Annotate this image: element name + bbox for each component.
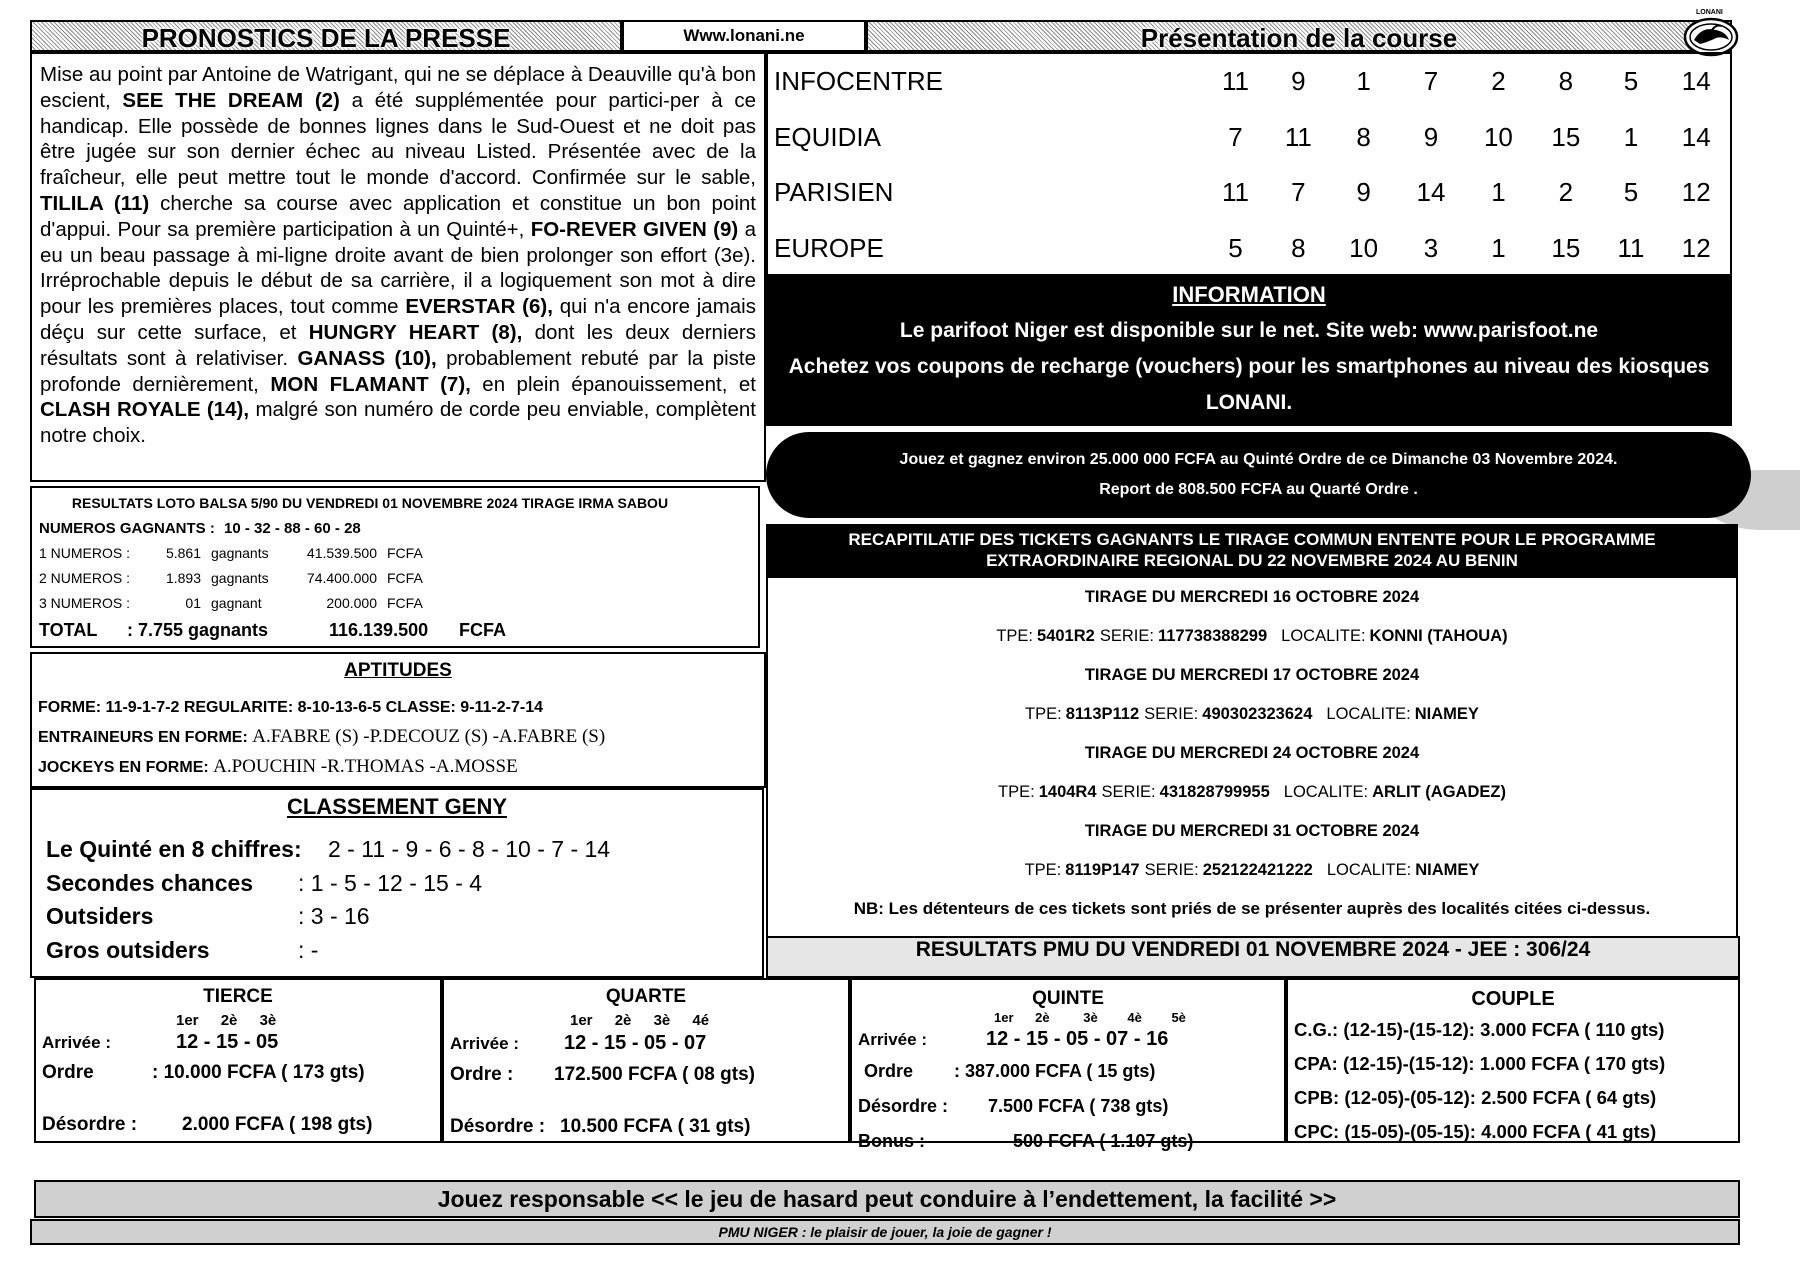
geny-row: [32, 833, 762, 867]
presentation-pick: 10: [1483, 121, 1513, 152]
presentation-pick: 8: [1291, 232, 1306, 263]
position-3: 3è: [1083, 1010, 1098, 1025]
position-3: 3è: [653, 1012, 671, 1029]
loto-results: [30, 486, 760, 648]
press-sentence: a été supplémentée pour partici-per à ce handicap. Elle possède de bonnes lignes dans le Sud-Ouest et ne doit pas être jugée sur son dernier échec au niveau Listed. Présentée avec de la fraîcheur, elle peut mettre tout le monde d'accord. Confirmée sur le sable,: [40, 88, 757, 190]
information-line-1: Le parifoot Niger est disponible sur le net. Site web: www.parisfoot.ne: [899, 319, 1599, 342]
localite-value: ARLIT (AGADEZ): [1372, 783, 1506, 801]
loto-total: [32, 616, 758, 644]
site-url[interactable]: Www.lonani.ne: [683, 26, 805, 45]
geny-label: Outsiders: [46, 903, 154, 929]
loto-count: 1.893: [165, 570, 201, 586]
desordre-label: Désordre :: [450, 1116, 546, 1137]
presentation-row: [768, 221, 1730, 277]
trainers-label: ENTRAINEURS EN FORME:: [38, 729, 248, 746]
presentation-pick: 2: [1558, 177, 1574, 208]
aptitudes-jockeys: [32, 752, 764, 782]
tpe-label: TPE:: [1025, 705, 1062, 723]
presentation-pick: 1: [1491, 177, 1506, 208]
loto-amount: 74.400.000: [306, 570, 377, 586]
geny-row: [32, 867, 762, 901]
arrivee-label: Arrivée :: [42, 1033, 111, 1052]
presentation-row: [768, 165, 1730, 221]
pmu-results-title: RESULTATS PMU DU VENDREDI 01 NOVEMBRE 2024 - JEE : 306/24: [915, 938, 1591, 961]
presentation-pick: 7: [1228, 121, 1243, 152]
presentation-pick: 15: [1551, 232, 1581, 263]
geny-label: Gros outsiders: [46, 936, 210, 963]
presentation-pick: 5: [1623, 66, 1639, 97]
couple-rows: [1288, 1013, 1738, 1149]
presentation-header: [866, 20, 1732, 52]
geny-value: : 3 - 16: [298, 903, 370, 929]
tierce-box: [34, 978, 442, 1143]
couple-box: [1286, 978, 1740, 1143]
information-title: INFORMATION: [1172, 282, 1326, 307]
desordre-label: Désordre :: [42, 1114, 138, 1135]
presentation-table: [766, 52, 1732, 276]
quinte-positions: [994, 1010, 1284, 1025]
geny-box: [30, 788, 764, 978]
slogan-text: PMU NIGER : le plaisir de jouer, la joie de gagner !: [718, 1224, 1052, 1240]
press-text: [32, 54, 764, 449]
draw-date: TIRAGE DU MERCREDI 16 OCTOBRE 2024: [1084, 588, 1420, 606]
loto-count: 5.861: [165, 545, 201, 561]
presentation-pick: 12: [1681, 177, 1711, 208]
geny-row: [32, 900, 762, 934]
loto-total-label: TOTAL: [39, 620, 98, 640]
press-article: [30, 52, 766, 482]
press-header: [30, 20, 622, 52]
horse-name: FO-REVER GIVEN (9): [530, 217, 739, 241]
desordre-label: Désordre :: [858, 1096, 949, 1116]
tpe-value: 1404R4: [1038, 783, 1097, 801]
aptitudes-title: APTITUDES: [344, 660, 452, 681]
position-1: 1er: [570, 1012, 593, 1029]
presentation-pick: 9: [1356, 177, 1371, 208]
quinte-desordre: [858, 1089, 1284, 1124]
couple-row: C.G.: (12-15)-(15-12): 3.000 FCFA ( 110 gts): [1294, 1019, 1665, 1040]
presentation-pick: 7: [1423, 66, 1439, 97]
draw-ticket: [768, 851, 1736, 890]
loto-word: gagnant: [211, 595, 262, 611]
serie-label: SERIE:: [1144, 705, 1199, 723]
presentation-pick: 10: [1349, 232, 1379, 263]
geny-value: 2 - 11 - 9 - 6 - 8 - 10 - 7 - 14: [328, 836, 611, 862]
quarte-box: [442, 978, 850, 1143]
information-line-2: Achetez vos coupons de recharge (vouchers) pour les smartphones au niveau des kiosques LONANI.: [788, 355, 1710, 414]
geny-rows: [32, 833, 762, 967]
jackpot-banner: [766, 432, 1751, 518]
localite-label: LOCALITE:: [1281, 627, 1366, 645]
quinte-title: QUINTE: [1032, 988, 1104, 1009]
position-5: 5è: [1171, 1010, 1186, 1025]
loto-rows: [32, 541, 758, 616]
quinte-box: [850, 978, 1286, 1151]
presentation-pick: 11: [1617, 232, 1645, 263]
logo-text: LONANI: [1696, 9, 1723, 16]
press-sentence: dont les deux derniers résultats sont à relativiser.: [40, 320, 756, 370]
presentation-pick: 12: [1681, 232, 1711, 263]
loto-row: [32, 541, 758, 566]
localite-value: NIAMEY: [1415, 861, 1480, 879]
quinte-desordre-value: 7.500 FCFA ( 738 gts): [988, 1096, 1169, 1116]
quinte-bonus-value: 500 FCFA ( 1.107 gts): [1013, 1131, 1194, 1151]
responsible-text: Jouez responsable << le jeu de hasard peut conduire à l’endettement, la facilité >>: [437, 1186, 1337, 1212]
presentation-pick: 11: [1221, 177, 1249, 208]
presentation-pick: 9: [1423, 121, 1439, 152]
presentation-pick: 14: [1681, 66, 1711, 97]
presentation-pick: 8: [1558, 66, 1574, 97]
tierce-desordre-value: 2.000 FCFA ( 198 gts): [182, 1114, 373, 1135]
jackpot-line-2: Report de 808.500 FCFA au Quarté Ordre .: [1099, 481, 1418, 498]
aptitudes-box: [30, 652, 766, 788]
tierce-ordre-value: : 10.000 FCFA ( 173 gts): [152, 1062, 365, 1083]
recap-note: NB: Les détenteurs de ces tickets sont priés de se présenter auprès des localités citées ci-dessus.: [853, 899, 1651, 918]
serie-label: SERIE:: [1144, 861, 1199, 879]
press-sentence: en plein épanouissement, et: [470, 372, 756, 396]
quarte-arrivee: [450, 1029, 848, 1058]
recap-title-1: RECAPITILATIF DES TICKETS GAGNANTS LE TIRAGE COMMUN ENTENTE POUR LE PROGRAMME: [848, 530, 1656, 549]
horse-name: HUNGRY HEART (8),: [308, 320, 523, 344]
presentation-pick: 14: [1681, 121, 1711, 152]
loto-label: 1 NUMEROS :: [39, 545, 131, 561]
position-4: 4è: [1127, 1010, 1142, 1025]
ordre-label: Ordre: [42, 1062, 94, 1083]
couple-title: COUPLE: [1471, 988, 1555, 1010]
presentation-source: PARISIEN: [774, 177, 894, 208]
tpe-label: TPE:: [1024, 861, 1062, 879]
localite-label: LOCALITE:: [1326, 861, 1412, 879]
position-2: 2è: [220, 1012, 238, 1029]
position-4: 4é: [692, 1012, 710, 1029]
presentation-row: [768, 110, 1730, 166]
presentation-pick: 11: [1221, 66, 1249, 97]
tierce-ordre: [42, 1056, 440, 1090]
arrivee-label: Arrivée :: [450, 1034, 519, 1053]
localite-label: LOCALITE:: [1283, 783, 1369, 801]
localite-value: NIAMEY: [1414, 705, 1479, 723]
slogan-banner: [30, 1219, 1740, 1245]
horse-name: SEE THE DREAM (2): [122, 88, 340, 112]
presentation-pick: 5: [1228, 232, 1243, 263]
horse-name: EVERSTAR (6),: [405, 295, 553, 319]
press-sentence: Mise au point par Antoine de Watrigant, qui ne se déplace à Deauville qu'à bon escient,: [40, 63, 756, 112]
tpe-value: 8113P112: [1065, 705, 1140, 723]
tpe-value: 5401R2: [1037, 627, 1095, 645]
couple-row: CPB: (12-05)-(05-12): 2.500 FCFA ( 64 gts): [1294, 1087, 1657, 1108]
horse-name: TILILA (11): [40, 191, 150, 215]
presentation-pick: 2: [1491, 66, 1506, 97]
tpe-value: 8119P147: [1065, 861, 1140, 879]
position-2: 2è: [614, 1012, 632, 1029]
press-sentence: cherche sa course avec application et constitue un bon point d'appui. Pour sa première participation à un Quinté+,: [40, 191, 756, 241]
geny-value: : -: [298, 936, 319, 963]
presentation-pick: 1: [1491, 232, 1506, 263]
quarte-title: QUARTE: [605, 986, 687, 1007]
loto-word: gagnants: [211, 570, 269, 586]
aptitudes-form-line: FORME: 11-9-1-7-2 REGULARITE: 8-10-13-6-5 CLASSE: 9-11-2-7-14: [38, 699, 544, 716]
quinte-arrivee-value: 12 - 15 - 05 - 07 - 16: [986, 1028, 1169, 1050]
trainers-value: A.FABRE (S) -P.DECOUZ (S) -A.FABRE (S): [252, 726, 606, 747]
recap-draws: [768, 578, 1736, 890]
quarte-desordre: [450, 1110, 848, 1144]
press-sentence: malgré son numéro de corde peu enviable, complètent notre choix.: [40, 398, 756, 448]
loto-count: 01: [185, 595, 201, 611]
presentation-source: INFOCENTRE: [774, 66, 943, 97]
presentation-pick: 3: [1423, 232, 1439, 263]
presentation-pick: 9: [1291, 66, 1306, 97]
tierce-positions: [176, 1012, 440, 1029]
draw-date: TIRAGE DU MERCREDI 24 OCTOBRE 2024: [1084, 744, 1420, 762]
position-2: 2è: [1035, 1010, 1050, 1025]
quinte-bonus: [858, 1124, 1284, 1159]
ordre-label: Ordre: [864, 1061, 914, 1081]
quinte-ordre: [864, 1054, 1284, 1089]
recap-header: [766, 524, 1738, 578]
position-1: 1er: [176, 1012, 199, 1029]
horse-name: CLASH ROYALE (14),: [40, 398, 250, 422]
loto-row: [32, 566, 758, 591]
quarte-ordre: [450, 1058, 848, 1092]
press-sentence: a eu un beau passage à mi-ligne droite avant de bien prolonger son effort (3e). Irréprochable depuis le début de sa carrière, il a logiquement son mot à dire pour les premières places, tout comme: [40, 217, 756, 319]
quarte-positions: [570, 1012, 848, 1029]
serie-value: 431828799955: [1159, 783, 1270, 801]
presentation-pick: 11: [1284, 121, 1312, 152]
geny-title: CLASSEMENT GENY: [286, 794, 508, 819]
tierce-title: TIERCE: [203, 986, 273, 1007]
presentation-source: EQUIDIA: [774, 121, 881, 152]
presentation-pick: 7: [1291, 177, 1306, 208]
jockeys-value: A.POUCHIN -R.THOMAS -A.MOSSE: [213, 756, 518, 777]
press-title: PRONOSTICS DE LA PRESSE: [141, 23, 511, 53]
horse-name: MON FLAMANT (7),: [270, 372, 471, 396]
serie-label: SERIE:: [1101, 783, 1156, 801]
draw-date: TIRAGE DU MERCREDI 17 OCTOBRE 2024: [1084, 666, 1420, 684]
loto-row: [32, 591, 758, 616]
arrivee-label: Arrivée :: [858, 1030, 927, 1049]
loto-label: 2 NUMEROS :: [39, 570, 131, 586]
localite-label: LOCALITE:: [1326, 705, 1411, 723]
bonus-label: Bonus :: [858, 1131, 925, 1151]
geny-label: Le Quinté en 8 chiffres:: [46, 836, 302, 862]
presentation-title: Présentation de la course: [1140, 23, 1458, 53]
horse-name: GANASS (10),: [297, 346, 437, 370]
tierce-desordre: [42, 1108, 440, 1142]
quinte-arrivee: [858, 1025, 1284, 1054]
position-3: 3è: [259, 1012, 277, 1029]
quarte-ordre-value: 172.500 FCFA ( 08 gts): [554, 1064, 755, 1085]
tierce-arrivee: [42, 1029, 440, 1056]
presentation-pick: 14: [1416, 177, 1446, 208]
tpe-label: TPE:: [998, 783, 1035, 801]
responsible-banner: [34, 1180, 1740, 1218]
tpe-label: TPE:: [996, 627, 1034, 645]
geny-value: : 1 - 5 - 12 - 15 - 4: [298, 869, 483, 896]
recap-box: [766, 578, 1738, 938]
localite-value: KONNI (TAHOUA): [1369, 627, 1508, 645]
site-link[interactable]: [622, 20, 866, 52]
tierce-arrivee-value: 12 - 15 - 05: [176, 1031, 279, 1053]
press-sentence: probablement rebuté par la piste profonde dernièrement,: [40, 346, 757, 396]
loto-total-currency: FCFA: [459, 620, 506, 640]
couple-row: CPC: (15-05)-(05-15): 4.000 FCFA ( 41 gts): [1294, 1121, 1657, 1142]
draw-ticket: [768, 695, 1736, 734]
draw-date: TIRAGE DU MERCREDI 31 OCTOBRE 2024: [1084, 822, 1420, 840]
draw-ticket: [768, 773, 1736, 812]
serie-label: SERIE:: [1099, 627, 1154, 645]
draw-ticket: [768, 617, 1736, 656]
loto-total-count: : 7.755 gagnants: [127, 620, 269, 640]
geny-row: [32, 934, 762, 968]
serie-value: 490302323624: [1202, 705, 1313, 723]
jackpot-line-1: Jouez et gagnez environ 25.000 000 FCFA au Quinté Ordre de ce Dimanche 03 Novembre 2024.: [899, 451, 1618, 468]
position-1: 1er: [994, 1010, 1014, 1025]
serie-value: 252122421222: [1202, 861, 1313, 879]
loto-amount: 41.539.500: [306, 545, 377, 561]
presentation-pick: 5: [1623, 177, 1639, 208]
quarte-arrivee-value: 12 - 15 - 05 - 07: [564, 1032, 707, 1054]
presentation-pick: 15: [1551, 121, 1581, 152]
information-panel: [766, 276, 1732, 426]
loto-currency: FCFA: [387, 545, 423, 561]
ordre-label: Ordre :: [450, 1064, 514, 1085]
loto-title: RESULTATS LOTO BALSA 5/90 DU VENDREDI 01 NOVEMBRE 2024 TIRAGE IRMA SABOU: [71, 495, 669, 511]
presentation-row: [768, 54, 1730, 110]
presentation-pick: 1: [1356, 66, 1371, 97]
serie-value: 117738388299: [1157, 627, 1268, 645]
loto-amount: 200.000: [326, 595, 377, 611]
pmu-results-header: [766, 936, 1740, 978]
loto-currency: FCFA: [387, 570, 423, 586]
quarte-desordre-value: 10.500 FCFA ( 31 gts): [560, 1116, 751, 1137]
geny-label: Secondes chances: [46, 869, 254, 896]
presentation-pick: 8: [1356, 121, 1371, 152]
recap-title-2: EXTRAORDINAIRE REGIONAL DU 22 NOVEMBRE 2024 AU BENIN: [986, 551, 1518, 570]
loto-label: 3 NUMEROS :: [39, 595, 131, 611]
loto-winning-label: NUMEROS GAGNANTS :: [39, 520, 215, 537]
quinte-ordre-value: : 387.000 FCFA ( 15 gts): [954, 1061, 1156, 1081]
press-sentence: qui n'a encore jamais déçu sur cette surface, et: [40, 295, 756, 344]
presentation-grid: [768, 54, 1730, 276]
couple-row: CPA: (12-15)-(15-12): 1.000 FCFA ( 170 gts): [1294, 1053, 1666, 1074]
loto-currency: FCFA: [387, 595, 423, 611]
presentation-pick: 1: [1623, 121, 1639, 152]
loto-winning-numbers: [32, 516, 758, 541]
loto-total-amount: 116.139.500: [329, 620, 429, 640]
loto-winning-value: 10 - 32 - 88 - 60 - 28: [224, 520, 361, 537]
aptitudes-trainers: [32, 722, 764, 752]
jockeys-label: JOCKEYS EN FORME:: [38, 759, 209, 776]
loto-word: gagnants: [211, 545, 269, 561]
presentation-source: EUROPE: [774, 232, 884, 263]
